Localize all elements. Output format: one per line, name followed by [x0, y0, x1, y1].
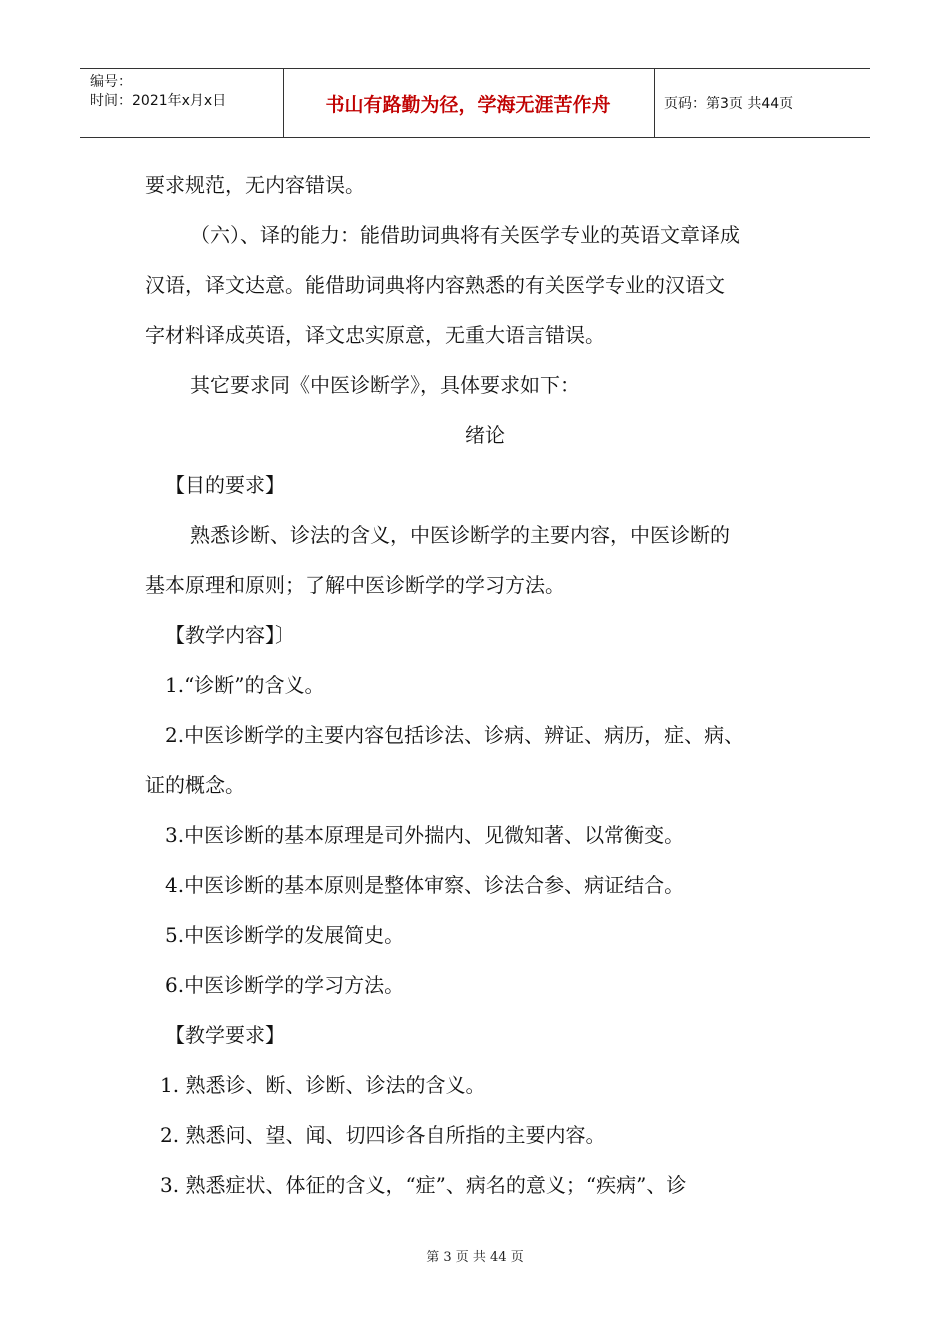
header-meta [90, 73, 280, 111]
body-line: 熟悉诊断、诊法的含义，中医诊断学的主要内容，中医诊断的 [190, 523, 730, 547]
time-label: 时间：2021年x月x日 [90, 93, 227, 109]
list-item: 2.中医诊断学的主要内容包括诊法、诊病、辨证、病历，症、病、 [165, 723, 745, 747]
list-item: 4.中医诊断的基本原则是整体审察、诊法合参、病证结合。 [165, 873, 685, 897]
number-label: 编号： [90, 74, 132, 90]
subheading: 【教学要求】 [165, 1023, 285, 1047]
list-item: 1. 熟悉诊、断、诊断、诊法的含义。 [160, 1073, 486, 1097]
body-line: 其它要求同《中医诊断学》，具体要求如下： [190, 373, 580, 397]
header-page-info: 页码：第3页 共44页 [664, 96, 794, 112]
body-line: （六）、译的能力：能借助词典将有关医学专业的英语文章译成 [190, 223, 740, 247]
list-item: 2. 熟悉问、望、闻、切四诊各自所指的主要内容。 [160, 1123, 606, 1147]
body-line: 要求规范，无内容错误。 [145, 173, 365, 197]
section-title: 绪论 [465, 423, 505, 447]
list-item: 5.中医诊断学的发展简史。 [165, 923, 405, 947]
subheading: 【教学内容】〕 [165, 623, 295, 647]
body-line: 字材料译成英语，译文忠实原意，无重大语言错误。 [145, 323, 605, 347]
list-item: 3. 熟悉症状、体征的含义，“症”、病名的意义；“疾病”、诊 [160, 1173, 687, 1197]
list-item: 1.“诊断”的含义。 [165, 673, 325, 697]
body-line: 汉语，译文达意。能借助词典将内容熟悉的有关医学专业的汉语文 [145, 273, 725, 297]
body-line: 证的概念。 [145, 773, 245, 797]
header-divider-right [654, 69, 655, 137]
page-footer: 第 3 页 共 44 页 [426, 1250, 524, 1265]
header-motto: 书山有路勤为径，学海无涯苦作舟 [325, 93, 611, 116]
list-item: 6.中医诊断学的学习方法。 [165, 973, 405, 997]
page-header [80, 68, 870, 138]
subheading: 【目的要求】 [165, 473, 285, 497]
list-item: 3.中医诊断的基本原理是司外揣内、见微知著、以常衡变。 [165, 823, 685, 847]
body-line: 基本原理和原则；了解中医诊断学的学习方法。 [145, 573, 565, 597]
